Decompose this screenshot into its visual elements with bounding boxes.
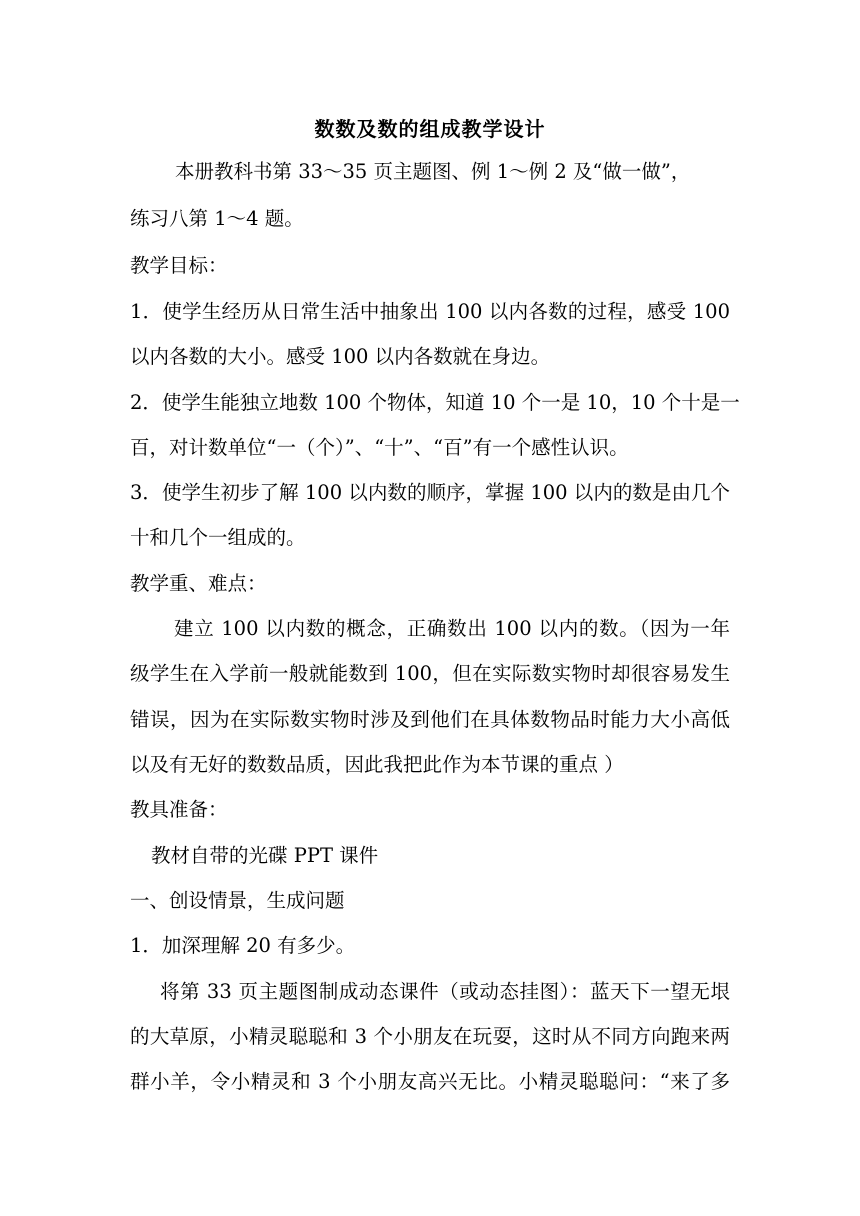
paragraph-line: 1．加深理解 20 有多少。 — [130, 934, 356, 957]
paragraph-line: 十和几个一组成的。 — [130, 526, 306, 549]
paragraph-line: 百，对计数单位“一（个）”、“十”、“百”有一个感性认识。 — [130, 436, 629, 459]
paragraph-line: 错误，因为在实际数实物时涉及到他们在具体数物品时能力大小高低 — [130, 708, 730, 731]
document-title: 数数及数的组成教学设计 — [314, 117, 546, 141]
section-heading: 教具准备： — [130, 798, 228, 821]
paragraph-line: 以内各数的大小。感受 100 以内各数就在身边。 — [130, 345, 551, 368]
paragraph-line: 级学生在入学前一般就能数到 100，但在实际数实物时却很容易发生 — [130, 662, 730, 685]
paragraph-line: 2．使学生能独立地数 100 个物体，知道 10 个一是 10，10 个十是一 — [130, 391, 740, 414]
paragraph-line: 教材自带的光碟 PPT 课件 — [151, 844, 379, 867]
paragraph-line: 本册教科书第 33～35 页主题图、例 1～例 2 及“做一做”， — [175, 160, 691, 183]
paragraph-line: 群小羊，令小精灵和 3 个小朋友高兴无比。小精灵聪聪问：“来了多 — [130, 1070, 730, 1093]
paragraph-line: 的大草原，小精灵聪聪和 3 个小朋友在玩耍，这时从不同方向跑来两 — [130, 1025, 730, 1048]
section-heading: 一、创设情景，生成问题 — [130, 889, 345, 912]
paragraph-line: 练习八第 1～4 题。 — [130, 207, 304, 230]
paragraph-line: 3．使学生初步了解 100 以内数的顺序，掌握 100 以内的数是由几个 — [130, 481, 730, 504]
section-heading: 教学重、难点： — [130, 572, 267, 595]
paragraph-line: 1．使学生经历从日常生活中抽象出 100 以内各数的过程，感受 100 — [130, 300, 730, 323]
section-heading: 教学目标： — [130, 254, 228, 277]
paragraph-line: 建立 100 以内数的概念，正确数出 100 以内的数。（因为一年 — [174, 617, 730, 640]
paragraph-line: 将第 33 页主题图制成动态课件（或动态挂图）：蓝天下一望无垠 — [160, 980, 730, 1003]
paragraph-line: 以及有无好的数数品质，因此我把此作为本节课的重点 ） — [130, 753, 624, 776]
